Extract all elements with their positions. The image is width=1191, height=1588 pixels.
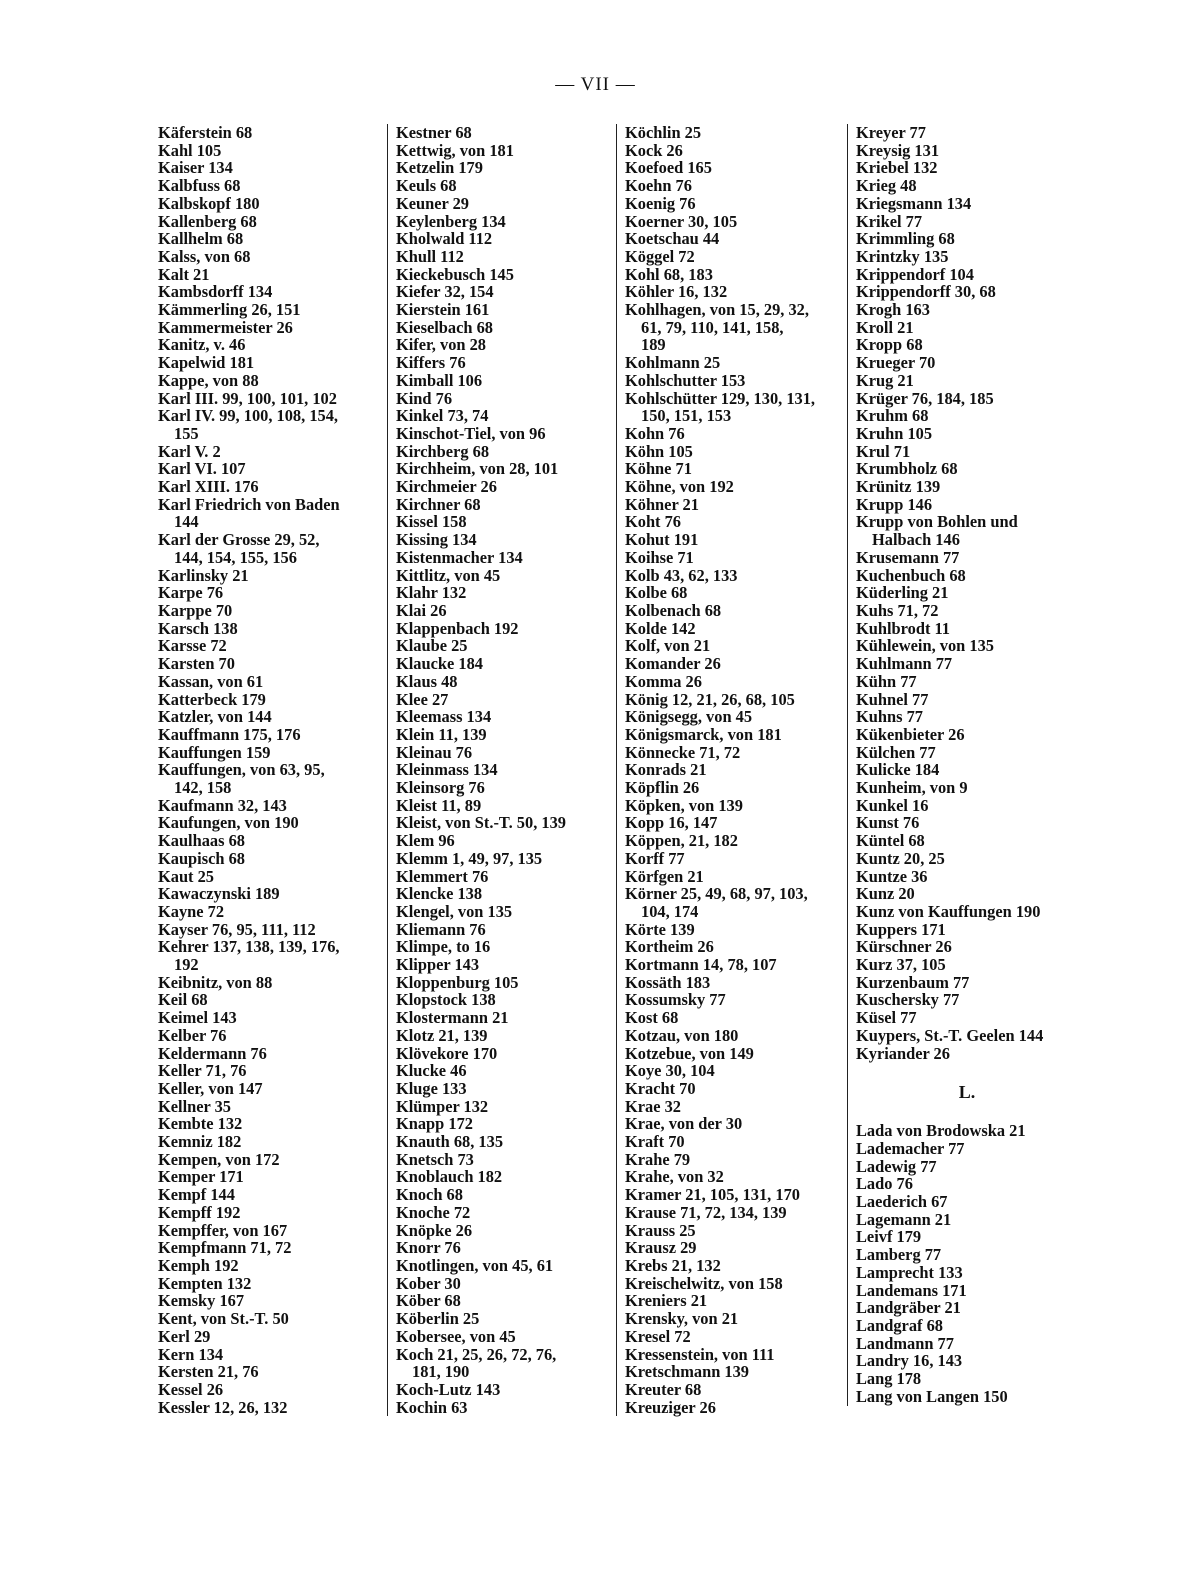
index-entry: Kholwald 112	[396, 229, 493, 249]
index-entry: Koerner 30, 105	[625, 211, 738, 231]
index-entry: Koye 30, 104	[625, 1061, 715, 1081]
index-entry: Kohlschutter 153	[625, 370, 746, 390]
index-entry: Kallhelm 68	[158, 229, 244, 249]
index-entry: König 12, 21, 26, 68, 105	[625, 689, 795, 709]
index-entry: Klee 27	[396, 689, 449, 709]
index-entry: Kunkel 16	[856, 795, 929, 815]
index-entry: Ketzelin 179	[396, 158, 483, 178]
index-entry: Kuppers 171	[856, 919, 946, 939]
index-entry: Krogh 163	[856, 300, 930, 320]
index-entry: Knapp 172	[396, 1114, 473, 1134]
index-entry: Köpflin 26	[625, 778, 700, 798]
index-entry: Kerl 29	[158, 1326, 211, 1346]
page-number: — VII —	[555, 74, 636, 95]
index-entry: Krae 32	[625, 1096, 681, 1116]
index-entry: Kawaczynski 189	[158, 884, 280, 904]
index-entry: Kissel 158	[396, 512, 467, 532]
index-entry: Kirchmeier 26	[396, 477, 497, 497]
index-entry: Kurzenbaum 77	[856, 972, 970, 992]
index-entry: Komander 26	[625, 654, 721, 674]
index-entry: Kressenstein, von 111	[625, 1344, 775, 1364]
index-entry: Kramer 21, 105, 131, 170	[625, 1185, 800, 1205]
index-entry: Lamprecht 133	[856, 1262, 963, 1282]
index-entry: Klappenbach 192	[396, 618, 519, 638]
index-entry: Kessel 26	[158, 1379, 224, 1399]
index-entry: Kersten 21, 76	[158, 1362, 259, 1382]
index-entry: Kelber 76	[158, 1025, 227, 1045]
index-entry: Kotzau, von 180	[625, 1025, 739, 1045]
index-entry: Kolde 142	[625, 618, 696, 638]
index-entry: Kempff 192	[158, 1202, 241, 1222]
index-entry: Klemmert 76	[396, 866, 489, 886]
index-entry: Krae, von der 30	[625, 1114, 743, 1134]
index-entry: Krug 21	[856, 370, 914, 390]
index-entry: Kemper 171	[158, 1167, 244, 1187]
index-entry: Knoche 72	[396, 1202, 471, 1222]
index-entry: Karlinsky 21	[158, 565, 249, 585]
index-entry: Koenig 76	[625, 193, 696, 213]
index-entry: Kempen, von 172	[158, 1149, 280, 1169]
index-entry: Kleemass 134	[396, 707, 492, 727]
index-entry: Keller, von 147	[158, 1078, 263, 1098]
index-entry: Kern 134	[158, 1344, 224, 1364]
index-entry: Kleist, von St.-T. 50, 139	[396, 813, 566, 833]
index-entry: Kemniz 182	[158, 1132, 242, 1152]
index-entry: Kuhlmann 77	[856, 654, 953, 674]
index-entry: Kochin 63	[396, 1397, 468, 1417]
index-entry: Kuntze 36	[856, 866, 928, 886]
index-entry: Kroll 21	[856, 317, 914, 337]
index-entry: Karppe 70	[158, 600, 233, 620]
index-entry: Kittlitz, von 45	[396, 565, 501, 585]
index-entry: Kissing 134	[396, 530, 477, 550]
index-entry: Karl der Grosse 29, 52, 144, 154, 155, 156	[158, 530, 320, 567]
index-entry: Kossumsky 77	[625, 990, 726, 1010]
index-entry: Krupp 146	[856, 494, 933, 514]
index-entry: Kaiser 134	[158, 158, 233, 178]
index-entry: Karsten 70	[158, 654, 235, 674]
index-entry: Kauffungen 159	[158, 742, 271, 762]
index-entry: Kirchberg 68	[396, 441, 490, 461]
index-entry: Kettwig, von 181	[396, 140, 514, 160]
index-entry: Krebs 21, 132	[625, 1256, 721, 1275]
index-entry: Krausz 29	[625, 1238, 697, 1258]
index-entry: Kohlschütter 129, 130, 131, 150, 151, 153	[625, 388, 816, 426]
index-entry: Kürschner 26	[856, 937, 952, 957]
index-entry: Kleinau 76	[396, 742, 473, 762]
index-entry: Kortmann 14, 78, 107	[625, 955, 777, 975]
index-entry: Korff 77	[625, 848, 685, 868]
index-entry: Köpken, von 139	[625, 795, 743, 815]
index-entry: Kunst 76	[856, 813, 920, 833]
index-entry: Körner 25, 49, 68, 97, 103, 104, 174	[625, 884, 808, 921]
index-entry: Kracht 70	[625, 1078, 696, 1098]
index-entry: Kyriander 26	[856, 1043, 950, 1063]
index-entry: Küsel 77	[856, 1008, 917, 1028]
index-entry: Kuntz 20, 25	[856, 848, 945, 868]
index-entry: Keller 71, 76	[158, 1061, 247, 1081]
index-entry: Kruhn 105	[856, 423, 933, 443]
index-entry: Köberlin 25	[396, 1309, 480, 1329]
index-entry: Kind 76	[396, 388, 453, 408]
index-entry: Kent, von St.-T. 50	[158, 1309, 289, 1329]
section-letter-l: L.	[958, 1082, 976, 1103]
index-entry: Knauth 68, 135	[396, 1132, 504, 1152]
index-entry: Kierstein 161	[396, 300, 490, 320]
index-entry: Klencke 138	[396, 884, 483, 904]
index-entry: Kriebel 132	[856, 158, 938, 178]
index-entry: Kauffmann 175, 176	[158, 724, 301, 744]
index-entry: Kükenbieter 26	[856, 724, 965, 744]
index-entry: Kohlhagen, von 15, 29, 32, 61, 79, 110, 141, 158, 189	[625, 300, 809, 355]
index-entry: Lademacher 77	[856, 1138, 965, 1158]
index-entry: Kembte 132	[158, 1114, 243, 1134]
index-entry: Kistenmacher 134	[396, 547, 523, 567]
index-entry: Kaut 25	[158, 866, 215, 886]
index-entry: Kuhnel 77	[856, 689, 929, 709]
index-entry: Köhler 16, 132	[625, 282, 728, 302]
index-entry: Krusemann 77	[856, 547, 960, 567]
index-entry: Katterbeck 179	[158, 689, 266, 709]
index-entry: Kossäth 183	[625, 972, 711, 992]
index-entry: Kretschmann 139	[625, 1362, 749, 1382]
index-entry: Kopp 16, 147	[625, 813, 718, 833]
index-entry: Karl IV. 99, 100, 108, 154, 155	[158, 406, 338, 443]
index-entry: Koefoed 165	[625, 158, 712, 178]
index-entry: Kaupisch 68	[158, 848, 245, 868]
index-entry: Keibnitz, von 88	[158, 972, 273, 992]
index-entry: Krause 71, 72, 134, 139	[625, 1202, 787, 1222]
index-entry: Kleinsorg 76	[396, 778, 485, 798]
index-entry: Köhne 71	[625, 459, 692, 479]
index-entry: Kemph 192	[158, 1256, 239, 1275]
index-entry: Keil 68	[158, 990, 208, 1010]
index-entry: Kemsky 167	[158, 1291, 245, 1311]
index-entry: Krauss 25	[625, 1220, 696, 1240]
index-entry: Klipper 143	[396, 955, 480, 975]
index-entry: Koehn 76	[625, 176, 692, 196]
index-entry: Karl V. 2	[158, 441, 221, 461]
index-entry: Köggel 72	[625, 246, 695, 266]
index-entry: Kammermeister 26	[158, 317, 293, 337]
index-entry: Keimel 143	[158, 1008, 237, 1028]
index-entry: Körfgen 21	[625, 866, 704, 886]
index-entry: Küntel 68	[856, 831, 925, 851]
index-entry: Krumbholz 68	[856, 459, 958, 479]
index-entry: Kobersee, von 45	[396, 1326, 516, 1346]
index-entry: Köhner 21	[625, 494, 699, 514]
index-entry: Karsch 138	[158, 618, 238, 638]
index-entry: Klimpe, to 16	[396, 937, 491, 957]
index-entry: Krensky, von 21	[625, 1309, 739, 1329]
index-entry: Krippendorff 30, 68	[856, 282, 996, 302]
index-entry: Käferstein 68	[158, 123, 253, 142]
index-entry: Kriegsmann 134	[856, 193, 972, 213]
index-entry: Kuchenbuch 68	[856, 565, 966, 585]
index-entry: Kirchheim, von 28, 101	[396, 459, 559, 479]
index-entry: Krimmling 68	[856, 229, 955, 249]
index-entry: Keuls 68	[396, 176, 457, 196]
index-entry: Knöpke 26	[396, 1220, 473, 1240]
index-entry: Koihse 71	[625, 547, 694, 567]
index-entry: Landry 16, 143	[856, 1351, 963, 1371]
index-entry: Kämmerling 26, 151	[158, 300, 301, 320]
index-entry: Klaube 25	[396, 636, 468, 656]
index-entry: Kifer, von 28	[396, 335, 486, 355]
index-entry: Knoblauch 182	[396, 1167, 503, 1187]
index-entry: Kruhm 68	[856, 406, 929, 426]
index-entry: Kalbskopf 180	[158, 193, 260, 213]
index-entry: Kinschot-Tiel, von 96	[396, 423, 546, 443]
index-entry: Kayne 72	[158, 901, 225, 921]
index-entry: Kunz 20	[856, 884, 915, 904]
index-entry: Karpe 76	[158, 583, 224, 603]
index-entry: Landgraf 68	[856, 1316, 943, 1335]
index-entry: Könnecke 71, 72	[625, 742, 741, 762]
index-entry: Karl XIII. 176	[158, 477, 259, 497]
index-entry: Khull 112	[396, 246, 464, 266]
index-entry: Kuhs 71, 72	[856, 600, 939, 620]
index-entry: Königsegg, von 45	[625, 707, 753, 727]
index-entry: Kieckebusch 145	[396, 264, 514, 284]
index-entry: Koch-Lutz 143	[396, 1379, 501, 1399]
index-entry: Kayser 76, 95, 111, 112	[158, 919, 316, 939]
index-column-3	[616, 124, 847, 1416]
index-entry: Kinkel 73, 74	[396, 406, 489, 426]
index-entry: Kolbenach 68	[625, 600, 722, 620]
index-entry: Kolbe 68	[625, 583, 688, 603]
index-entry: Krünitz 139	[856, 477, 941, 497]
index-entry: Kallenberg 68	[158, 211, 257, 231]
index-entry: Kirchner 68	[396, 494, 481, 514]
index-entry: Kurz 37, 105	[856, 955, 946, 975]
index-entry: Karl VI. 107	[158, 459, 246, 479]
index-entry: Küderling 21	[856, 583, 949, 603]
index-entry: Kalt 21	[158, 264, 210, 284]
index-entry: Knotlingen, von 45, 61	[396, 1256, 554, 1275]
index-entry: Königsmarck, von 181	[625, 724, 782, 744]
index-entry: Kreischelwitz, von 158	[625, 1273, 783, 1293]
index-entry: Lang von Langen 150	[856, 1386, 1008, 1406]
index-entry: Klai 26	[396, 600, 447, 620]
index-entry: Kulicke 184	[856, 760, 940, 780]
index-entry: Klotz 21, 139	[396, 1025, 488, 1045]
index-entry: Karl Friedrich von Baden 144	[158, 494, 340, 532]
index-entry: Kreniers 21	[625, 1291, 708, 1311]
index-entry: Kiffers 76	[396, 353, 466, 373]
index-entry: Klein 11, 139	[396, 724, 487, 744]
index-entry: Koch 21, 25, 26, 72, 76, 181, 190	[396, 1344, 557, 1382]
index-entry: Kresel 72	[625, 1326, 691, 1346]
index-entry: Kuschersky 77	[856, 990, 960, 1010]
index-entry: Kolf, von 21	[625, 636, 711, 656]
index-entry: Kohlmann 25	[625, 353, 721, 373]
index-entry: Katzler, von 144	[158, 707, 272, 727]
index-entry: Leivf 179	[856, 1227, 922, 1247]
index-entry: Klümper 132	[396, 1096, 489, 1116]
index-entry: Köppen, 21, 182	[625, 831, 738, 851]
index-entry: Köchlin 25	[625, 123, 702, 142]
index-entry: Kreyer 77	[856, 123, 926, 142]
index-entry: Kreuter 68	[625, 1379, 702, 1399]
index-entry: Lado 76	[856, 1174, 913, 1194]
index-entry: Kessler 12, 26, 132	[158, 1397, 288, 1417]
index-entry: Klengel, von 135	[396, 901, 513, 921]
index-entry: Kambsdorff 134	[158, 282, 273, 302]
index-entry: Krupp von Bohlen und Halbach 146	[856, 512, 1018, 550]
index-entry: Kropp 68	[856, 335, 923, 355]
index-entry: Kohut 191	[625, 530, 699, 550]
index-entry: Kock 26	[625, 140, 683, 160]
index-entry: Krahe 79	[625, 1149, 691, 1169]
index-entry: Lang 178	[856, 1369, 922, 1389]
index-entry: Keuner 29	[396, 193, 469, 213]
index-entry: Körte 139	[625, 919, 695, 939]
index-entry: Kahl 105	[158, 140, 222, 160]
index-entry: Kuypers, St.-T. Geelen 144	[856, 1025, 1044, 1045]
index-entry: Kolb 43, 62, 133	[625, 565, 738, 585]
index-entry: Kalbfuss 68	[158, 176, 241, 196]
index-entry: Kestner 68	[396, 123, 472, 142]
index-column-2	[387, 124, 618, 1416]
index-entry: Kalss, von 68	[158, 246, 251, 266]
index-entry: Kliemann 76	[396, 919, 486, 939]
index-entry: Knorr 76	[396, 1238, 461, 1258]
index-entry: Kober 30	[396, 1273, 461, 1293]
index-entry: Klemm 1, 49, 97, 135	[396, 848, 543, 868]
index-entry: Knetsch 73	[396, 1149, 474, 1169]
index-entry: Karl III. 99, 100, 101, 102	[158, 388, 337, 408]
index-entry: Klem 96	[396, 831, 455, 851]
index-entry: Kohl 68, 183	[625, 264, 713, 284]
index-entry: Kloppenburg 105	[396, 972, 519, 992]
index-entry: Klaucke 184	[396, 654, 483, 674]
index-entry: Koht 76	[625, 512, 682, 532]
index-entry: Krul 71	[856, 441, 911, 461]
index-entry: Klahr 132	[396, 583, 467, 603]
index-entry: Krueger 70	[856, 353, 936, 373]
index-entry: Klopstock 138	[396, 990, 496, 1010]
index-entry: Kempfmann 71, 72	[158, 1238, 292, 1258]
index-entry: Klövekore 170	[396, 1043, 498, 1063]
index-entry: Kassan, von 61	[158, 671, 264, 691]
index-entry: Kieselbach 68	[396, 317, 493, 337]
index-entry: Knoch 68	[396, 1185, 463, 1205]
index-entry: Kapelwid 181	[158, 353, 255, 373]
index-entry: Lagemann 21	[856, 1209, 952, 1229]
index-entry: Kempten 132	[158, 1273, 252, 1293]
index-entry: Keylenberg 134	[396, 211, 506, 231]
index-entry: Kost 68	[625, 1008, 679, 1028]
index-entry: Kauffungen, von 63, 95, 142, 158	[158, 760, 325, 798]
index-entry: Kreuziger 26	[625, 1397, 716, 1417]
index-entry: Krieg 48	[856, 176, 917, 196]
index-entry: Kuhns 77	[856, 707, 923, 727]
index-entry: Kleinmass 134	[396, 760, 498, 780]
index-entry: Kraft 70	[625, 1132, 685, 1152]
index-entry: Klostermann 21	[396, 1008, 509, 1028]
index-entry: Krintzky 135	[856, 246, 949, 266]
index-entry: Krippendorf 104	[856, 264, 974, 284]
index-entry: Kappe, von 88	[158, 370, 259, 390]
index-entry: Kluge 133	[396, 1078, 467, 1098]
index-entry: Ladewig 77	[856, 1156, 937, 1176]
index-entry: Kanitz, v. 46	[158, 335, 246, 355]
index-entry: Lamberg 77	[856, 1245, 942, 1265]
index-entry: Külchen 77	[856, 742, 936, 762]
index-entry: Krikel 77	[856, 211, 923, 231]
index-entry: Kuhlbrodt 11	[856, 618, 950, 638]
index-entry: Kortheim 26	[625, 937, 714, 957]
index-entry: Krahe, von 32	[625, 1167, 724, 1187]
index-entry: Kühn 77	[856, 671, 917, 691]
index-entry: Kehrer 137, 138, 139, 176, 192	[158, 937, 340, 975]
index-entry: Komma 26	[625, 671, 702, 691]
index-entry: Kempffer, von 167	[158, 1220, 288, 1240]
index-entry: Kaufungen, von 190	[158, 813, 299, 833]
index-entry: Kempf 144	[158, 1185, 235, 1205]
index-entry: Kunz von Kauffungen 190	[856, 901, 1041, 921]
index-entry: Landemans 171	[856, 1280, 967, 1300]
index-entry: Kotzebue, von 149	[625, 1043, 754, 1063]
index-entry: Laederich 67	[856, 1192, 948, 1212]
index-entry: Klaus 48	[396, 671, 458, 691]
index-entry: Kleist 11, 89	[396, 795, 482, 815]
index-entry: Kimball 106	[396, 370, 483, 390]
index-entry: Konrads 21	[625, 760, 707, 780]
index-entry: Kaulhaas 68	[158, 831, 245, 851]
index-entry: Kreysig 131	[856, 140, 940, 160]
index-entry: Karsse 72	[158, 636, 227, 656]
index-column-1	[158, 124, 380, 1416]
index-entry: Lada von Brodowska 21	[856, 1121, 1026, 1141]
index-entry: Kunheim, von 9	[856, 778, 968, 798]
index-entry: Köber 68	[396, 1291, 461, 1311]
index-entry: Kellner 35	[158, 1096, 231, 1116]
index-entry: Keldermann 76	[158, 1043, 267, 1063]
index-entry: Köhn 105	[625, 441, 693, 461]
index-entry: Klucke 46	[396, 1061, 467, 1081]
index-entry: Landmann 77	[856, 1333, 954, 1353]
index-entry: Kiefer 32, 154	[396, 282, 494, 302]
index-entry: Köhne, von 192	[625, 477, 734, 497]
index-entry: Krüger 76, 184, 185	[856, 388, 994, 408]
index-column-4	[847, 124, 1078, 1406]
index-entry: Kohn 76	[625, 423, 685, 443]
index-entry: Kaufmann 32, 143	[158, 795, 287, 815]
index-entry: Koetschau 44	[625, 229, 720, 249]
index-entry: Landgräber 21	[856, 1298, 961, 1318]
index-entry: Kühlewein, von 135	[856, 636, 994, 656]
